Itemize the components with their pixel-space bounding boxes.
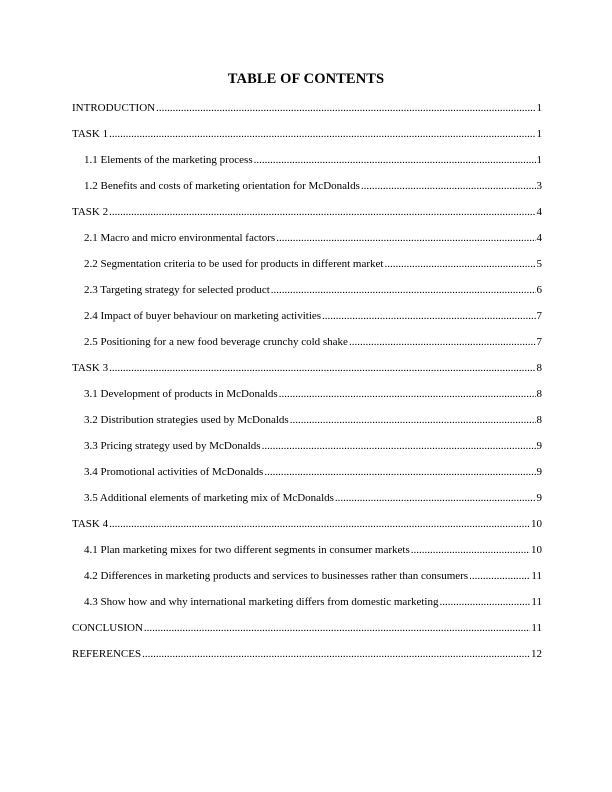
toc-entry[interactable] [72,464,542,490]
toc-entry[interactable] [72,126,542,152]
toc-entry-page-number: 8 [536,362,542,374]
toc-dot-leader [411,542,530,559]
toc-entry-label: 3.2 Distribution strategies used by McDonalds [84,414,289,426]
toc-entry-page-number: 1 [536,102,542,114]
toc-entry[interactable] [72,100,542,126]
toc-entry-page-number: 7 [536,336,542,348]
toc-entry-label: 3.3 Pricing strategy used by McDonalds [84,440,261,452]
toc-entry-page-number: 6 [536,284,542,296]
toc-dot-leader [469,568,530,585]
toc-entry[interactable] [72,594,542,620]
toc-dot-leader [322,308,535,325]
toc-entry-label: 2.1 Macro and micro environmental factors [84,232,276,244]
toc-dot-leader [264,464,535,481]
toc-entry-page-number: 1 [536,128,542,140]
toc-dot-leader [109,516,530,533]
toc-entry-page-number: 9 [536,466,542,478]
toc-entry-page-number: 11 [531,570,542,582]
toc-entry-page-number: 10 [531,544,542,556]
toc-entry-label: TASK 4 [72,518,109,530]
toc-dot-leader [335,490,536,507]
toc-entry[interactable] [72,438,542,464]
toc-entry[interactable] [72,646,542,672]
toc-entry[interactable] [72,490,542,516]
toc-dot-leader [109,204,535,221]
toc-entry-page-number: 1 [536,154,542,166]
toc-entry-page-number: 3 [536,180,542,192]
toc-list [72,100,542,672]
toc-entry-label: 2.5 Positioning for a new food beverage crunchy cold shake [84,336,348,348]
toc-entry[interactable] [72,230,542,256]
toc-entry[interactable] [72,386,542,412]
toc-entry[interactable] [72,308,542,334]
toc-title: TABLE OF CONTENTS [227,71,385,87]
toc-entry-page-number: 9 [536,492,542,504]
toc-dot-leader [439,594,530,611]
toc-entry[interactable] [72,152,542,178]
toc-dot-leader [144,620,531,637]
toc-entry-label: TASK 2 [72,206,109,218]
toc-dot-leader [384,256,535,273]
toc-entry-label: 3.1 Development of products in McDonalds [84,388,278,400]
toc-entry-page-number: 4 [536,232,542,244]
toc-dot-leader [142,646,530,663]
toc-entry-page-number: 8 [536,414,542,426]
toc-entry-label: 1.1 Elements of the marketing process [84,154,253,166]
toc-entry[interactable] [72,620,542,646]
toc-dot-leader [109,126,535,143]
toc-entry-label: 4.1 Plan marketing mixes for two different segments in consumer markets [84,544,410,556]
toc-entry-label: 4.3 Show how and why international marketing differs from domestic marketing [84,596,439,608]
toc-entry[interactable] [72,568,542,594]
toc-entry[interactable] [72,412,542,438]
toc-entry[interactable] [72,542,542,568]
toc-dot-leader [109,360,535,377]
toc-entry-label: 3.5 Additional elements of marketing mix of McDonalds [84,492,334,504]
toc-dot-leader [279,386,536,403]
toc-entry-page-number: 11 [531,596,542,608]
toc-entry-page-number: 12 [531,648,542,660]
toc-dot-leader [254,152,536,169]
toc-dot-leader [262,438,536,455]
toc-dot-leader [290,412,536,429]
toc-entry-page-number: 8 [536,388,542,400]
toc-entry[interactable] [72,516,542,542]
toc-entry[interactable] [72,178,542,204]
toc-entry-label: 2.2 Segmentation criteria to be used for products in different market [84,258,384,270]
toc-entry[interactable] [72,204,542,230]
toc-entry-label: REFERENCES [72,648,142,660]
toc-entry-page-number: 11 [531,622,542,634]
toc-entry[interactable] [72,360,542,386]
toc-entry-label: 1.2 Benefits and costs of marketing orientation for McDonalds [84,180,360,192]
toc-entry-label: 4.2 Differences in marketing products and services to businesses rather than consumers [84,570,469,582]
toc-entry-label: TASK 1 [72,128,109,140]
toc-entry-label: CONCLUSION [72,622,143,634]
toc-entry[interactable] [72,282,542,308]
toc-entry-label: INTRODUCTION [72,102,156,114]
toc-dot-leader [271,282,536,299]
toc-entry-page-number: 4 [536,206,542,218]
toc-entry-label: TASK 3 [72,362,109,374]
toc-entry-label: 2.4 Impact of buyer behaviour on marketing activities [84,310,322,322]
toc-entry[interactable] [72,256,542,282]
toc-entry-label: 2.3 Targeting strategy for selected product [84,284,270,296]
toc-dot-leader [361,178,536,195]
toc-entry-page-number: 7 [536,310,542,322]
toc-dot-leader [349,334,536,351]
toc-entry[interactable] [72,334,542,360]
toc-entry-page-number: 5 [536,258,542,270]
toc-entry-label: 3.4 Promotional activities of McDonalds [84,466,264,478]
toc-entry-page-number: 10 [531,518,542,530]
toc-entry-page-number: 9 [536,440,542,452]
toc-dot-leader [276,230,535,247]
toc-dot-leader [156,100,535,117]
